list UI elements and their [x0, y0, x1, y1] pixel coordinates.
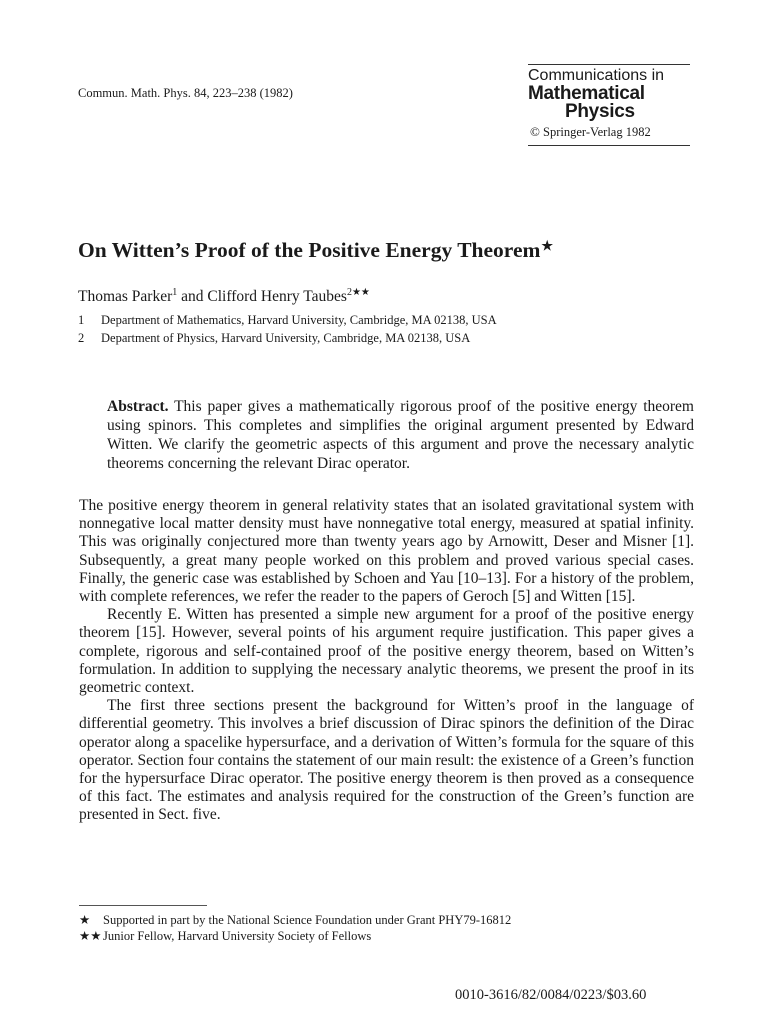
- footnote-rule: [79, 905, 207, 906]
- journal-name-line-2: Mathematical: [528, 83, 645, 104]
- price-code: 0010-3616/82/0084/0223/$03.60: [455, 987, 647, 1003]
- affiliation-text: Department of Mathematics, Harvard University, Cambridge, MA 02138, USA: [101, 313, 497, 327]
- author-line: [78, 287, 370, 306]
- abstract: [107, 397, 694, 473]
- footnote-mark: ★: [79, 913, 91, 927]
- paper-title: [78, 238, 553, 263]
- affiliation-text: Department of Physics, Harvard University, Cambridge, MA 02138, USA: [101, 331, 471, 345]
- body-paragraph-1: The positive energy theorem in general relativity states that an isolated gravitational system with nonnegative local matter density must have nonnegative total energy, measured at spatial infinity. This was originally conjectured more than twenty years ago by Arnowitt, Deser and Misner [1]. Subsequently, a great many people worked on this problem and proved various special cases. Finally, the generic case was established by Schoen and Yau [10–13]. For a history of the problem, with complete references, we refer the reader to the papers of Geroch [5] and Witten [15].: [79, 497, 694, 606]
- title-footnote-mark: ★: [541, 238, 554, 253]
- journal-citation: Commun. Math. Phys. 84, 223–238 (1982): [78, 86, 293, 100]
- body-paragraph-3: The first three sections present the background for Witten’s proof in the language of differential geometry. This involves a brief discussion of Dirac spinors the definition of the Dirac operator along a spacelike hypersurface, and a derivation of Witten’s formula for the square of this operator. Section four contains the statement of our main result: the existence of a Green’s function for the hypersurface Dirac operator. The positive energy theorem is then proved as a consequence of this fact. The estimates and analysis required for the construction of the Green’s function are presented in Sect. five.: [79, 697, 694, 824]
- copyright-text: Springer-Verlag 1982: [543, 125, 651, 139]
- author-2: Clifford Henry Taubes: [207, 288, 347, 306]
- footnote-2: [79, 929, 511, 945]
- abstract-text: This paper gives a mathematically rigorous proof of the positive energy theorem using spinors. This completes and simplifies the original argument presented by Edward Witten. We clarify the geometric aspects of this argument and prove the necessary analytic theorems concerning the relevant Dirac operator.: [107, 398, 694, 472]
- footnote-text: Supported in part by the National Science Foundation under Grant PHY79-16812: [103, 913, 512, 927]
- paper-title-text: On Witten’s Proof of the Positive Energy Theorem: [78, 238, 541, 262]
- journal-masthead: [528, 64, 690, 146]
- journal-name-line-3: Physics: [565, 101, 635, 122]
- copyright-line: [530, 124, 690, 140]
- author-1-mark: 1: [172, 287, 178, 298]
- author-connector: and: [181, 288, 204, 306]
- affiliation-number: 2: [78, 331, 85, 345]
- copyright-icon: ©: [530, 124, 540, 139]
- masthead-top-rule: [528, 64, 690, 65]
- author-1: Thomas Parker: [78, 288, 173, 306]
- footnotes: [79, 913, 511, 944]
- masthead-bottom-rule: [528, 145, 690, 146]
- footnote-mark: ★★: [79, 928, 102, 943]
- author-2-mark: 2★★: [346, 287, 370, 298]
- footnote-1: [79, 913, 511, 929]
- affiliation-2: [78, 331, 470, 346]
- affiliation-number: 1: [78, 313, 85, 327]
- body-paragraph-2: Recently E. Witten has presented a simple new argument for a proof of the positive energy theorem [15]. However, several points of his argument require justification. This paper gives a complete, rigorous and self-contained proof of the positive energy theorem, based on Witten’s formulation. In addition to supplying the necessary analytic theorems, we present the proof in its geometric context.: [79, 606, 694, 697]
- affiliation-1: [78, 313, 497, 328]
- journal-name-line-1: Communications in: [528, 67, 665, 84]
- abstract-label: Abstract.: [107, 398, 169, 415]
- body-text: [79, 497, 694, 825]
- footnote-text: Junior Fellow, Harvard University Society of Fellows: [103, 928, 372, 943]
